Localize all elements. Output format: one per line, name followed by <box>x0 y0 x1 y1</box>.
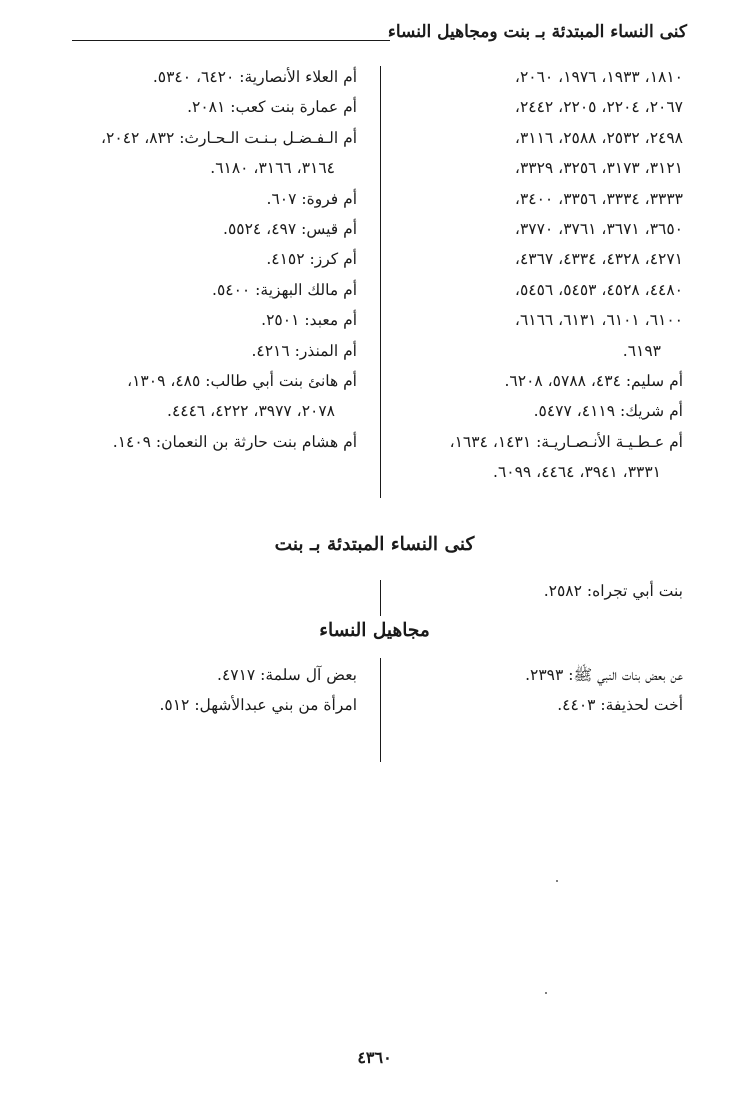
index-line: ٣٣٣١، ٣٩٤١، ٤٤٦٤، ٦٠٩٩. <box>493 463 661 482</box>
index-line: ٢٠٧٨، ٣٩٧٧، ٤٢٢٢، ٤٤٤٦. <box>167 402 335 421</box>
index-entry: عن بعض بنات النبي ﷺ: ٢٣٩٣. <box>525 666 683 684</box>
index-line: ٤٢٧١، ٤٣٢٨، ٤٣٣٤، ٤٣٦٧، <box>514 250 683 269</box>
running-header-title: كنى النساء المبتدئة بـ بنت ومجاهيل النساء <box>387 22 687 42</box>
index-line: ٦١٩٣. <box>622 341 661 360</box>
scan-speck <box>556 880 558 882</box>
index-column-left <box>37 62 357 457</box>
index-line: ٤٤٨٠، ٤٥٢٨، ٥٤٥٣، ٥٤٥٦، <box>514 280 683 299</box>
column-divider <box>380 66 381 498</box>
index-line: ٢٤٩٨، ٢٥٣٢، ٢٥٨٨، ٣١١٦، <box>514 128 683 147</box>
index-line: ٣٦٥٠، ٣٦٧١، ٣٧٦١، ٣٧٧٠، <box>514 219 683 238</box>
index-entry: أم قيس: ٤٩٧، ٥٥٢٤. <box>223 219 357 238</box>
index-line: ٣٣٣٣، ٣٣٣٤، ٣٣٥٦، ٣٤٠٠، <box>514 189 683 208</box>
index-entry: بنت أبي تجراه: ٢٥٨٢. <box>543 582 683 600</box>
index-entry: امرأة من بني عبدالأشهل: ٥١٢. <box>159 696 357 715</box>
index-entry: أم هانئ بنت أبي طالب: ٤٨٥، ١٣٠٩، <box>127 371 357 390</box>
majahil-column-left <box>37 660 357 721</box>
index-entry: أم عـطـيـة الأنـصـاريـة: ١٤٣١، ١٦٣٤، <box>449 432 683 451</box>
scan-speck <box>545 992 547 994</box>
index-entry: أم الـفـضـل بـنـت الـحـارث: ٨٣٢، ٢٠٤٢، <box>101 128 357 147</box>
column-divider <box>380 658 381 762</box>
index-entry: أم العلاء الأنصارية: ٦٤٢٠، ٥٣٤٠. <box>152 68 357 86</box>
index-entry: أخت لحذيفة: ٤٤٠٣. <box>557 696 683 715</box>
index-line: ٣١٦٤، ٣١٦٦، ٦١٨٠. <box>210 159 335 178</box>
column-divider <box>380 580 381 616</box>
page-number: ٤٣٦٠ <box>357 1048 392 1067</box>
index-entry: أم معبد: ٢٥٠١. <box>261 311 357 330</box>
index-entry: أم كرز: ٤١٥٢. <box>266 250 357 269</box>
index-entry: أم شريك: ٤١١٩، ٥٤٧٧. <box>533 402 683 421</box>
majahil-column-right <box>391 660 683 721</box>
index-entry: أم مالك البهزية: ٥٤٠٠. <box>212 280 357 299</box>
index-entry: أم المنذر: ٤٢١٦. <box>251 341 357 360</box>
index-entry: أم هشام بنت حارثة بن النعمان: ١٤٠٩. <box>112 432 357 451</box>
index-line: ٢٠٦٧، ٢٢٠٤، ٢٢٠٥، ٢٤٤٢، <box>514 98 683 117</box>
index-line: ١٨١٠، ١٩٣٣، ١٩٧٦، ٢٠٦٠، <box>514 68 683 86</box>
index-line: ٦١٠٠، ٦١٠١، ٦١٣١، ٦١٦٦، <box>514 311 683 330</box>
header-rule <box>72 40 390 41</box>
index-entry: بعض آل سلمة: ٤٧١٧. <box>217 666 357 684</box>
bint-column <box>391 576 683 606</box>
section-title-majahil: مجاهيل النساء <box>319 620 430 641</box>
index-entry: أم سليم: ٤٣٤، ٥٧٨٨، ٦٢٠٨. <box>504 371 683 390</box>
index-line: ٣١٢١، ٣١٧٣، ٣٢٥٦، ٣٣٢٩، <box>514 159 683 178</box>
section-title-bint: كنى النساء المبتدئة بـ بنت <box>274 534 475 555</box>
index-column-right <box>391 62 683 487</box>
index-entry: أم فروة: ٦٠٧. <box>266 189 357 208</box>
index-entry: أم عمارة بنت كعب: ٢٠٨١. <box>187 98 357 117</box>
